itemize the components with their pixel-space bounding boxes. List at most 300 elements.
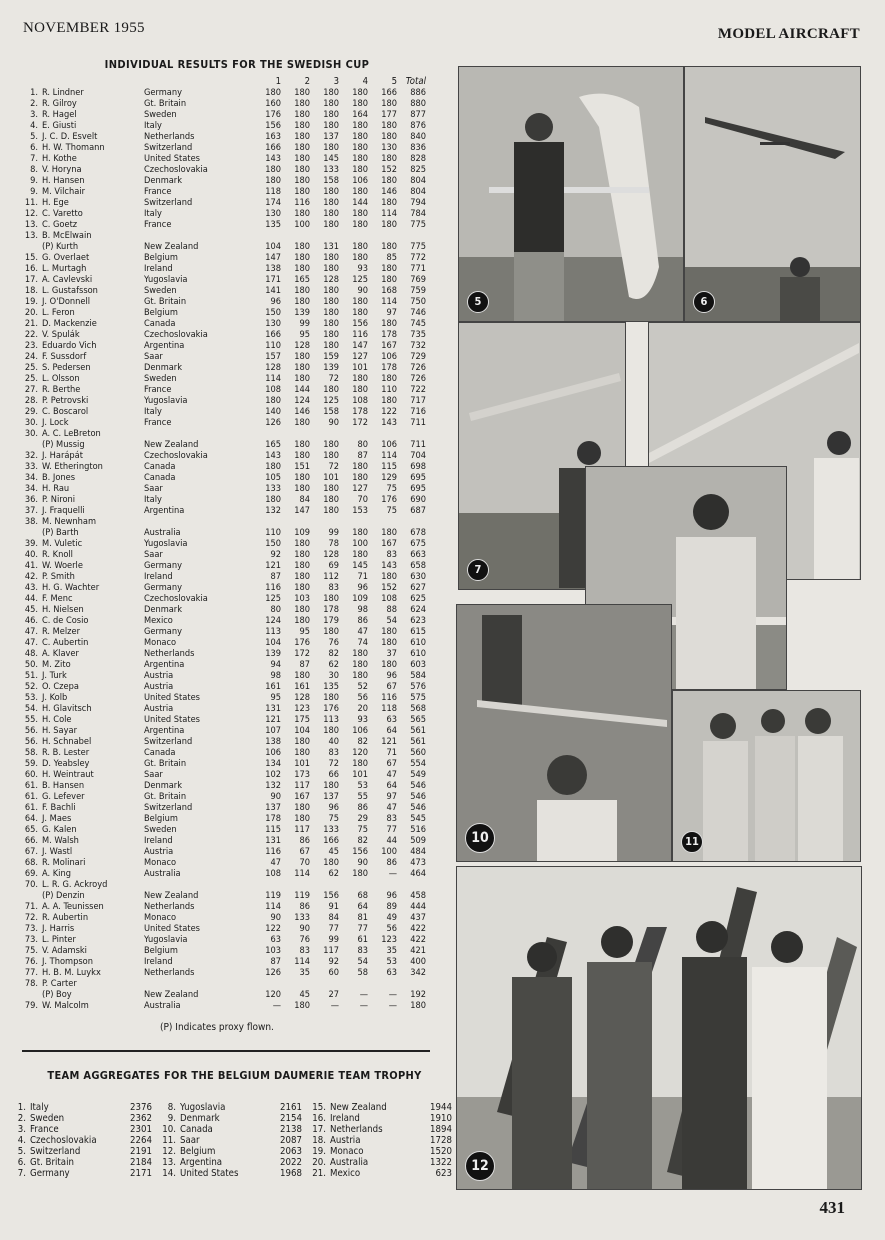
flight-2-cell: 128 <box>294 692 310 703</box>
flight-3-cell: 137 <box>323 131 339 142</box>
team-name: Canada <box>180 1124 213 1135</box>
table-row <box>20 417 426 428</box>
flight-1-cell: 143 <box>265 153 281 164</box>
table-row <box>20 450 426 461</box>
list-item <box>12 1102 152 1113</box>
table-row <box>20 670 426 681</box>
table-row <box>20 780 426 791</box>
flight-1-cell <box>252 879 281 890</box>
flight-1-cell: 143 <box>265 450 281 461</box>
total-cell <box>397 428 426 439</box>
flight-3-cell: 137 <box>323 791 339 802</box>
rank-cell: 71. <box>24 901 38 912</box>
rank-cell: 4. <box>30 120 38 131</box>
flight-2-cell: 109 <box>294 527 310 538</box>
flight-5-cell: 96 <box>386 890 397 901</box>
total-cell: 546 <box>410 780 426 791</box>
flight-1-cell: 116 <box>265 846 281 857</box>
flight-4-cell: 61 <box>357 934 368 945</box>
flight-5-cell: 85 <box>386 252 397 263</box>
competitor-cell: E. Giusti <box>42 120 77 131</box>
total-cell: 711 <box>410 439 426 450</box>
flight-5-cell: 152 <box>381 582 397 593</box>
rank-cell: 61. <box>24 780 38 791</box>
list-item <box>162 1124 302 1135</box>
flight-3-cell: 180 <box>323 857 339 868</box>
total-cell: 704 <box>410 450 426 461</box>
flight-3-cell: 75 <box>328 813 339 824</box>
flight-3-cell: 180 <box>323 450 339 461</box>
flight-2-cell: 180 <box>294 109 310 120</box>
flight-1-cell: 135 <box>265 219 281 230</box>
total-cell: 695 <box>410 483 426 494</box>
rank-cell: 61. <box>24 802 38 813</box>
table-row <box>20 439 426 450</box>
flight-1-cell: 106 <box>265 747 281 758</box>
section-divider <box>22 1050 430 1052</box>
total-cell: 561 <box>410 725 426 736</box>
total-cell: 422 <box>410 923 426 934</box>
country-cell: Austria <box>144 846 174 857</box>
table-row <box>20 362 426 373</box>
flight-4-cell: 180 <box>352 241 368 252</box>
total-cell: 400 <box>410 956 426 967</box>
flight-4-cell: 180 <box>352 384 368 395</box>
country-cell: Yugoslavia <box>144 395 188 406</box>
rank-cell: 30. <box>24 417 38 428</box>
flight-4-cell: 106 <box>352 175 368 186</box>
flight-3-cell: 180 <box>323 87 339 98</box>
country-cell: Austria <box>144 703 174 714</box>
flight-5-cell: 97 <box>386 307 397 318</box>
flight-2-cell: 180 <box>294 153 310 164</box>
flight-4-cell <box>339 516 368 527</box>
flight-5-cell: 47 <box>386 769 397 780</box>
flight-3-cell: 128 <box>323 274 339 285</box>
total-cell: 836 <box>410 142 426 153</box>
flight-3-cell: 180 <box>323 120 339 131</box>
total-cell: 342 <box>410 967 426 978</box>
total-cell: 623 <box>410 615 426 626</box>
flight-5-cell: 100 <box>381 846 397 857</box>
flight-3-cell: 45 <box>328 846 339 857</box>
flight-4-cell: 77 <box>357 923 368 934</box>
rank-cell: 44. <box>24 593 38 604</box>
rank-cell: 18. <box>24 285 38 296</box>
rank-cell: 40. <box>24 549 38 560</box>
flight-5-cell: 180 <box>381 153 397 164</box>
total-cell: 516 <box>410 824 426 835</box>
flight-3-cell: 83 <box>328 582 339 593</box>
flight-1-cell: 126 <box>265 967 281 978</box>
flight-4-cell: 180 <box>352 868 368 879</box>
flight-2-cell: 180 <box>294 472 310 483</box>
team-name: Mexico <box>330 1168 361 1179</box>
rank-cell: 15. <box>24 252 38 263</box>
team-points: 2362 <box>130 1113 152 1124</box>
rank-cell: 60. <box>24 769 38 780</box>
country-cell: Belgium <box>144 813 178 824</box>
competitor-cell: R. Gilroy <box>42 98 77 109</box>
rank-cell: 9. <box>30 186 38 197</box>
flight-3-cell: 72 <box>328 373 339 384</box>
rank-cell: 64. <box>24 813 38 824</box>
table-row <box>20 1000 426 1011</box>
flight-1-cell: 163 <box>265 131 281 142</box>
table-row <box>20 307 426 318</box>
competitor-cell: C. de Cosio <box>42 615 89 626</box>
flight-4-cell: — <box>359 989 368 1000</box>
flight-4-cell: 56 <box>357 692 368 703</box>
flight-5-cell: 114 <box>381 208 397 219</box>
table-row <box>20 175 426 186</box>
flight-2-cell: 180 <box>294 131 310 142</box>
list-item <box>12 1113 152 1124</box>
team-column <box>162 1102 302 1179</box>
flight-4-cell: 82 <box>357 835 368 846</box>
competitor-cell: H. Schnabel <box>42 736 92 747</box>
rank-cell: 66. <box>24 835 38 846</box>
flight-4-cell: 86 <box>357 802 368 813</box>
flight-1-cell: 147 <box>265 252 281 263</box>
total-cell: 584 <box>410 670 426 681</box>
flight-3-cell: 78 <box>328 538 339 549</box>
rank-cell: 48. <box>24 648 38 659</box>
flight-2-cell: 180 <box>294 813 310 824</box>
country-cell: Austria <box>144 670 174 681</box>
flight-2-cell: 117 <box>294 780 310 791</box>
competitor-cell: M. Newnham <box>42 516 97 527</box>
flight-4-cell: 80 <box>357 439 368 450</box>
competitor-cell: A. A. Teunissen <box>42 901 104 912</box>
flight-4-cell <box>339 428 368 439</box>
flight-2-cell: 180 <box>294 604 310 615</box>
list-item <box>312 1157 452 1168</box>
competitor-cell: W. Woerle <box>42 560 83 571</box>
flight-1-cell: 92 <box>270 549 281 560</box>
competitor-cell: F. Bachli <box>42 802 76 813</box>
flight-1-cell: 63 <box>270 934 281 945</box>
table-row <box>20 857 426 868</box>
competitor-cell: H. Kothe <box>42 153 77 164</box>
flight-5-cell: 75 <box>386 505 397 516</box>
table-row <box>20 956 426 967</box>
rank-cell: 17. <box>24 274 38 285</box>
flight-4-cell: 180 <box>352 98 368 109</box>
country-cell: United States <box>144 714 200 725</box>
table-row <box>20 626 426 637</box>
rank-cell: 30. <box>24 428 38 439</box>
table-row <box>20 131 426 142</box>
flight-2-cell: 180 <box>294 252 310 263</box>
flight-5-cell: 106 <box>381 439 397 450</box>
country-cell: Gt. Britain <box>144 791 187 802</box>
competitor-cell: C. Goetz <box>42 219 78 230</box>
flight-4-cell: 180 <box>352 549 368 560</box>
total-cell: 675 <box>410 538 426 549</box>
table-row <box>20 483 426 494</box>
flight-5-cell: 180 <box>381 175 397 186</box>
team-column <box>12 1102 152 1179</box>
rank-cell: 13. <box>24 230 38 241</box>
country-cell: Denmark <box>144 780 182 791</box>
list-item <box>162 1168 302 1179</box>
team-points: 2191 <box>130 1146 152 1157</box>
rank-cell: 56. <box>24 725 38 736</box>
country-cell: Switzerland <box>144 736 193 747</box>
rank-cell: 56. <box>24 736 38 747</box>
flight-3-cell: 180 <box>323 494 339 505</box>
flight-5-cell <box>368 978 397 989</box>
flight-3-cell: 117 <box>323 945 339 956</box>
table-row <box>20 604 426 615</box>
flight-2-cell <box>281 516 310 527</box>
flight-2-cell: 67 <box>299 846 310 857</box>
total-cell <box>397 978 426 989</box>
team-rank: 3. <box>17 1124 26 1135</box>
table-row <box>20 813 426 824</box>
country-cell: Yugoslavia <box>144 934 188 945</box>
flight-5-cell: — <box>388 989 397 1000</box>
flight-3-cell: 82 <box>328 648 339 659</box>
flight-5-cell: 180 <box>381 274 397 285</box>
table-row <box>20 802 426 813</box>
flight-1-cell: 94 <box>270 659 281 670</box>
team-points: 2171 <box>130 1168 152 1179</box>
flight-1-cell: 103 <box>265 945 281 956</box>
country-cell: Sweden <box>144 285 177 296</box>
competitor-cell: A. Cavlevski <box>42 274 93 285</box>
flight-4-cell: 101 <box>352 362 368 373</box>
country-cell: Czechoslovakia <box>144 164 208 175</box>
flight-2-cell: 180 <box>294 87 310 98</box>
country-cell: Gt. Britain <box>144 296 187 307</box>
flight-4-cell: 116 <box>352 329 368 340</box>
flight-1-cell: 116 <box>265 582 281 593</box>
photo-12 <box>456 866 862 1190</box>
flight-1-cell: 166 <box>265 329 281 340</box>
flight-2-cell: 180 <box>294 582 310 593</box>
team-points: 2184 <box>130 1157 152 1168</box>
competitor-cell: V. Horyna <box>42 164 82 175</box>
competitor-cell: W. Etherington <box>42 461 103 472</box>
competitor-cell: H. Ege <box>42 197 69 208</box>
flight-3-cell: 135 <box>323 681 339 692</box>
total-cell: 568 <box>410 703 426 714</box>
total-cell: 545 <box>410 813 426 824</box>
flight-5-cell: 75 <box>386 483 397 494</box>
photo-7-number: 7 <box>467 559 489 581</box>
team-name: Ireland <box>330 1113 360 1124</box>
country-cell: Czechoslovakia <box>144 593 208 604</box>
total-cell: 695 <box>410 472 426 483</box>
country-cell: Belgium <box>144 307 178 318</box>
rank-cell: 9. <box>30 175 38 186</box>
flight-4-cell: 55 <box>357 791 368 802</box>
flight-2-cell: 180 <box>294 802 310 813</box>
flight-4-cell: 180 <box>352 758 368 769</box>
rank-cell: 55. <box>24 714 38 725</box>
total-cell: 732 <box>410 340 426 351</box>
table-row <box>20 340 426 351</box>
total-cell: 745 <box>410 318 426 329</box>
competitor-cell: H. Weintraut <box>42 769 94 780</box>
competitor-cell: (P) Barth <box>42 527 79 538</box>
competitor-cell: L. Feron <box>42 307 75 318</box>
competitor-cell: J. Thompson <box>42 956 93 967</box>
list-item <box>312 1146 452 1157</box>
flight-5-cell: 35 <box>386 945 397 956</box>
flight-2-cell: 180 <box>294 670 310 681</box>
total-cell <box>397 516 426 527</box>
total-cell: 464 <box>410 868 426 879</box>
flight-1-cell: 178 <box>265 813 281 824</box>
country-cell: New Zealand <box>144 241 199 252</box>
rank-cell: 69. <box>24 868 38 879</box>
flight-2-cell: 180 <box>294 120 310 131</box>
flight-1-cell: 96 <box>270 296 281 307</box>
flight-5-cell: 89 <box>386 901 397 912</box>
flight-3-cell: 133 <box>323 164 339 175</box>
competitor-cell: R. Molinari <box>42 857 86 868</box>
flight-1-cell: 139 <box>265 648 281 659</box>
flight-2-cell: 86 <box>299 901 310 912</box>
rank-cell: 34. <box>24 483 38 494</box>
total-cell: 603 <box>410 659 426 670</box>
table-row <box>20 725 426 736</box>
competitor-cell: J. Maes <box>42 813 72 824</box>
flight-5-cell: 180 <box>381 241 397 252</box>
team-name: Saar <box>180 1135 200 1146</box>
table-row <box>20 230 426 241</box>
flight-3-cell: 139 <box>323 362 339 373</box>
flight-5-cell: 106 <box>381 351 397 362</box>
flight-1-cell: 141 <box>265 285 281 296</box>
total-cell: 421 <box>410 945 426 956</box>
table-row <box>20 560 426 571</box>
flight-5-cell: 64 <box>386 725 397 736</box>
rank-cell: 23. <box>24 340 38 351</box>
list-item <box>12 1157 152 1168</box>
team-name: Germany <box>30 1168 70 1179</box>
table-row <box>20 571 426 582</box>
country-cell: Denmark <box>144 604 182 615</box>
competitor-cell: (P) Denzin <box>42 890 85 901</box>
flight-1-cell: 180 <box>265 461 281 472</box>
flight-5-cell: 178 <box>381 362 397 373</box>
flight-2-cell: 167 <box>294 791 310 802</box>
flight-1-cell: 119 <box>265 890 281 901</box>
flight-4-cell: 87 <box>357 450 368 461</box>
competitor-cell: R. Lindner <box>42 87 84 98</box>
flight-4-cell: 81 <box>357 912 368 923</box>
rank-cell: 58. <box>24 747 38 758</box>
flight-1-cell: 150 <box>265 538 281 549</box>
total-cell: 775 <box>410 219 426 230</box>
flight-2-cell: 180 <box>294 373 310 384</box>
flight-5-cell: 180 <box>381 571 397 582</box>
country-cell: Mexico <box>144 615 173 626</box>
flight-1-cell: 180 <box>265 164 281 175</box>
table-row <box>20 912 426 923</box>
total-cell: 549 <box>410 769 426 780</box>
total-cell: 886 <box>410 87 426 98</box>
flight-2-cell: 147 <box>294 505 310 516</box>
country-cell: France <box>144 384 172 395</box>
flight-2-cell: 101 <box>294 758 310 769</box>
country-cell: Italy <box>144 208 162 219</box>
country-cell: Austria <box>144 681 174 692</box>
team-rank: 14. <box>162 1168 176 1179</box>
flight-3-cell: 176 <box>323 703 339 714</box>
country-cell: Yugoslavia <box>144 274 188 285</box>
flight-1-cell: 95 <box>270 692 281 703</box>
country-cell: Australia <box>144 1000 181 1011</box>
flight-4-cell: 153 <box>352 505 368 516</box>
rank-cell: 52. <box>24 681 38 692</box>
flight-1-cell: 108 <box>265 384 281 395</box>
table-row <box>20 406 426 417</box>
rank-cell <box>20 439 42 450</box>
flight-4-cell: 180 <box>352 252 368 263</box>
rank-cell: 42. <box>24 571 38 582</box>
flight-1-cell: 115 <box>265 824 281 835</box>
flight-1-cell: — <box>272 1000 281 1011</box>
team-rank: 13. <box>162 1157 176 1168</box>
competitor-cell: R. Knoll <box>42 549 73 560</box>
rank-cell: 65. <box>24 824 38 835</box>
competitor-cell: (P) Kurth <box>42 241 79 252</box>
team-rank: 8. <box>167 1102 176 1113</box>
rank-cell: 73. <box>24 934 38 945</box>
flight-3-cell: 72 <box>328 461 339 472</box>
team-rank: 7. <box>17 1168 26 1179</box>
country-cell: Switzerland <box>144 197 193 208</box>
competitor-cell: M. Zito <box>42 659 71 670</box>
flight-1-cell: 180 <box>265 395 281 406</box>
flight-4-cell: 180 <box>352 307 368 318</box>
flight-1-cell: 90 <box>270 791 281 802</box>
competitor-cell: H. Hansen <box>42 175 85 186</box>
competitor-cell: G. Lefever <box>42 791 85 802</box>
table-row <box>20 714 426 725</box>
flight-1-cell: 134 <box>265 758 281 769</box>
flight-2-cell: 103 <box>294 593 310 604</box>
flight-1-cell: 180 <box>265 87 281 98</box>
flight-5-cell: 180 <box>381 219 397 230</box>
flight-3-cell: 112 <box>323 571 339 582</box>
flight-1-cell: 132 <box>265 505 281 516</box>
rank-cell: 77. <box>24 967 38 978</box>
table-row <box>20 934 426 945</box>
flight-3-cell: 62 <box>328 868 339 879</box>
flight-2-cell: 114 <box>294 956 310 967</box>
flight-2-cell: 76 <box>299 934 310 945</box>
country-cell: Belgium <box>144 945 178 956</box>
flight-2-cell: 172 <box>294 648 310 659</box>
total-cell: 717 <box>410 395 426 406</box>
rank-cell: 39. <box>24 538 38 549</box>
flight-3-cell: 180 <box>323 692 339 703</box>
country-cell: Saar <box>144 549 163 560</box>
country-cell: Germany <box>144 560 182 571</box>
flight-3-cell: 145 <box>323 153 339 164</box>
flight-5-cell: 114 <box>381 450 397 461</box>
flight-1-cell: 87 <box>270 956 281 967</box>
team-name: Austria <box>330 1135 361 1146</box>
flight-2-cell: 133 <box>294 912 310 923</box>
country-cell: France <box>144 186 172 197</box>
